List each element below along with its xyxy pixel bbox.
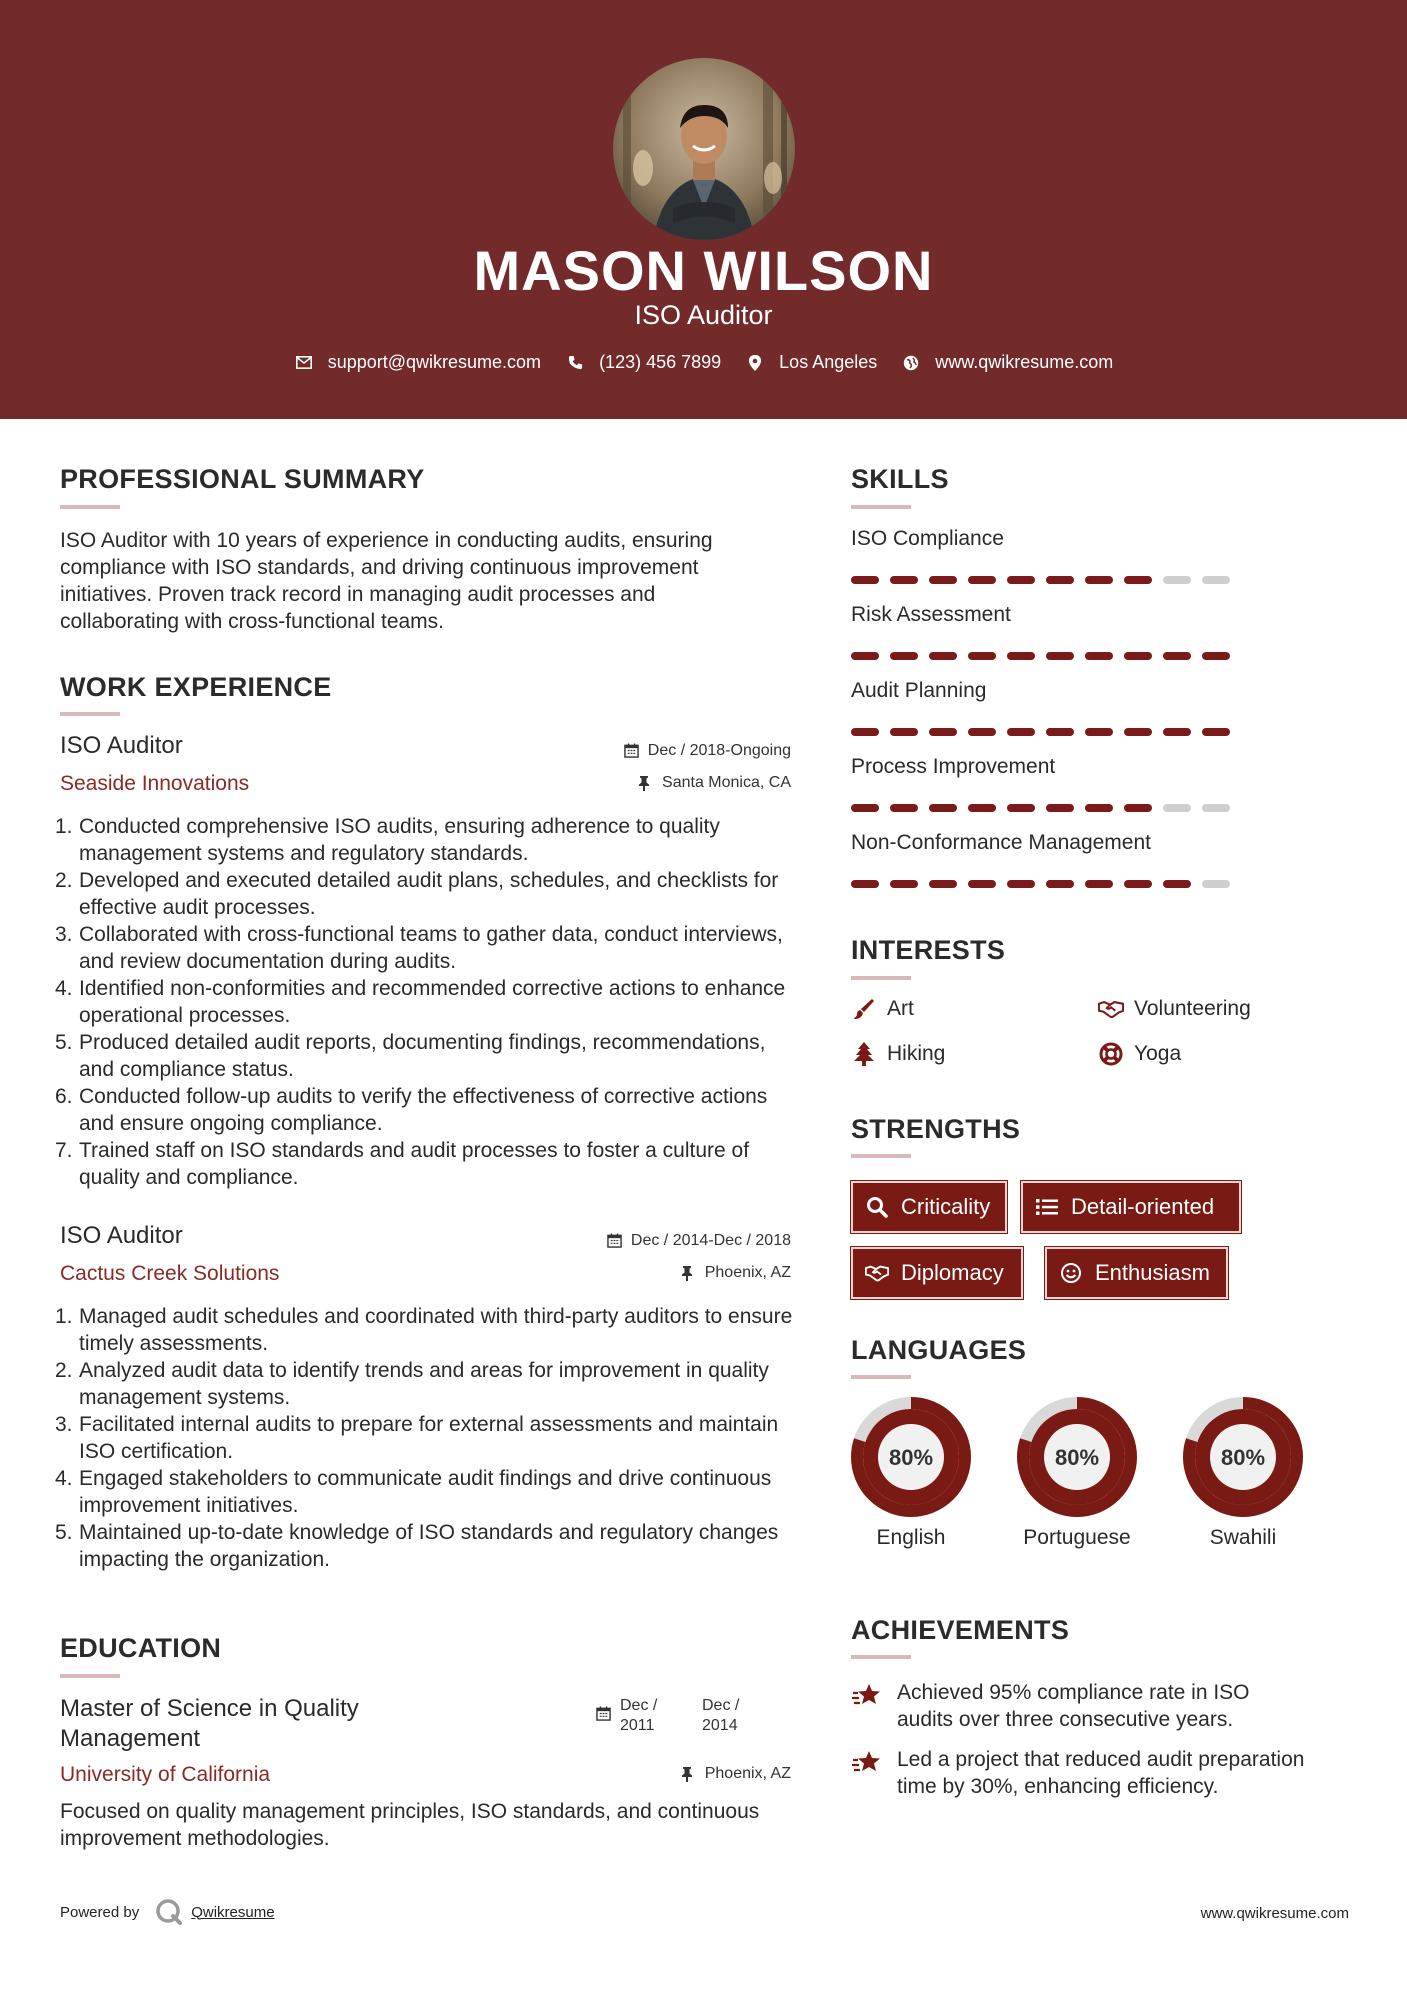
achievement-item — [851, 1746, 1311, 1800]
skill-level-segment — [1085, 804, 1113, 812]
location-text: Los Angeles — [779, 352, 878, 372]
pushpin-icon — [681, 1766, 697, 1782]
skill-level-bar — [851, 804, 1241, 812]
skill-level-segment — [851, 652, 879, 660]
skill-level-segment — [851, 728, 879, 736]
skill-level-segment — [1202, 880, 1230, 888]
list-item-text: Maintained up-to-date knowledge of ISO standards and regulatory changes impacting the organization. — [79, 1521, 779, 1571]
list-item-number: 3. — [55, 1413, 73, 1436]
list-item-text: Identified non-conformities and recommended corrective actions to enhance operational processes. — [79, 977, 786, 1027]
email-text: support@qwikresume.com — [327, 352, 542, 372]
footer-powered — [60, 1898, 275, 1926]
list-item — [55, 1519, 795, 1573]
education-location-text: Phoenix, AZ — [704, 1765, 791, 1782]
skill-level-segment — [929, 576, 957, 584]
list-item-number: 5. — [55, 1521, 73, 1544]
list-item-text: Developed and executed detailed audit plans, schedules, and checklists for effective audit processes. — [79, 869, 779, 919]
list-item — [55, 1357, 795, 1411]
skill-name: Risk Assessment — [851, 603, 1011, 626]
interest-item — [1098, 996, 1251, 1022]
skill-level-segment — [1163, 576, 1191, 584]
skill-level-segment — [929, 728, 957, 736]
skill-level-segment — [1085, 576, 1113, 584]
skill-level-segment — [929, 880, 957, 888]
list-item-text: Facilitated internal audits to prepare for external assessments and maintain ISO certification. — [79, 1413, 779, 1463]
job-location — [500, 1264, 791, 1282]
interests-heading: INTERESTS — [851, 935, 1006, 965]
award-star-icon — [851, 1746, 883, 1778]
contact-location[interactable] — [745, 352, 877, 373]
skill-level-segment — [1202, 652, 1230, 660]
list-item-number: 1. — [55, 1305, 73, 1328]
language-donut — [849, 1395, 973, 1519]
list-item-text: Conducted follow-up audits to verify the effectiveness of corrective actions and ensure ongoing compliance. — [79, 1085, 768, 1135]
education-rule — [60, 1674, 120, 1678]
list-item-number: 2. — [55, 1359, 73, 1382]
job-location-text: Santa Monica, CA — [662, 774, 791, 791]
experience-heading: WORK EXPERIENCE — [60, 672, 332, 702]
skill-level-segment — [890, 728, 918, 736]
handshake-icon — [1098, 996, 1124, 1022]
skill-level-segment — [1124, 804, 1152, 812]
pushpin-icon — [681, 1265, 697, 1281]
strengths-heading: STRENGTHS — [851, 1114, 1021, 1144]
education-start: Dec / 2011 — [620, 1697, 658, 1734]
skill-name: Non-Conformance Management — [851, 831, 1151, 854]
footer-website[interactable]: www.qwikresume.com — [1200, 1905, 1349, 1922]
skill-level-segment — [1163, 652, 1191, 660]
experience-rule — [60, 712, 120, 716]
website-text: www.qwikresume.com — [935, 352, 1114, 372]
language-item — [849, 1395, 973, 1551]
skill-level-segment — [1163, 804, 1191, 812]
contact-phone[interactable] — [565, 352, 721, 373]
contact-bar — [0, 352, 1407, 373]
interest-item — [1098, 1041, 1181, 1067]
brand-link[interactable]: Qwikresume — [191, 1903, 275, 1921]
skill-level-segment — [1202, 576, 1230, 584]
language-percent: 80% — [888, 1445, 934, 1470]
lifebuoy-icon — [1098, 1041, 1124, 1067]
language-name: English — [876, 1526, 946, 1549]
job-company: Seaside Innovations — [60, 772, 250, 795]
skill-level-segment — [1085, 728, 1113, 736]
list-item-number: 4. — [55, 977, 73, 1000]
list-item-number: 1. — [55, 815, 73, 838]
skill-level-segment — [1124, 576, 1152, 584]
skill-level-segment — [968, 728, 996, 736]
skill-level-segment — [1007, 652, 1035, 660]
list-item-number: 2. — [55, 869, 73, 892]
calendar-icon — [596, 1706, 612, 1722]
language-percent: 80% — [1220, 1445, 1266, 1470]
education-heading: EDUCATION — [60, 1633, 222, 1663]
list-item — [55, 813, 790, 867]
resume-header — [0, 0, 1407, 419]
skill-level-segment — [968, 804, 996, 812]
candidate-role: ISO Auditor — [634, 300, 773, 330]
list-item-text: Trained staff on ISO standards and audit processes to foster a culture of quality and compliance. — [79, 1139, 750, 1189]
list-item — [55, 1411, 795, 1465]
list-item-number: 5. — [55, 1031, 73, 1054]
interests-rule — [851, 976, 911, 980]
job-dates — [500, 742, 791, 760]
list-item-number: 4. — [55, 1467, 73, 1490]
degree-title: Master of Science in Quality Management — [60, 1695, 359, 1752]
skill-level-segment — [1163, 880, 1191, 888]
skill-level-segment — [1007, 728, 1035, 736]
pushpin-icon — [638, 775, 654, 791]
list-item-number: 7. — [55, 1139, 73, 1162]
strength-label: Enthusiasm — [1095, 1260, 1210, 1285]
skill-level-segment — [851, 804, 879, 812]
job-title: ISO Auditor — [60, 1222, 183, 1249]
language-name: Portuguese — [1023, 1526, 1131, 1549]
skill-level-segment — [851, 880, 879, 888]
list-item-number: 6. — [55, 1085, 73, 1108]
list-item — [55, 975, 790, 1029]
job-location — [500, 774, 791, 792]
skill-level-segment — [851, 576, 879, 584]
strength-badge — [1021, 1181, 1241, 1233]
strength-badge — [851, 1181, 1007, 1233]
list-item-number: 3. — [55, 923, 73, 946]
map-pin-icon — [745, 353, 765, 373]
candidate-name: MASON WILSON — [473, 239, 934, 302]
skill-level-segment — [968, 880, 996, 888]
strength-badge — [1045, 1247, 1228, 1299]
interest-label: Yoga — [1134, 1042, 1182, 1065]
language-item — [1015, 1395, 1139, 1551]
list-item — [55, 1137, 790, 1191]
skill-name: Process Improvement — [851, 755, 1056, 778]
skill-level-segment — [890, 576, 918, 584]
tree-icon — [851, 1041, 877, 1067]
job-title: ISO Auditor — [60, 732, 183, 759]
handshake-icon — [865, 1261, 889, 1285]
interest-label: Hiking — [887, 1042, 946, 1065]
skill-level-bar — [851, 728, 1241, 736]
list-item-text: Conducted comprehensive ISO audits, ensuring adherence to quality management systems and regulatory standards. — [79, 815, 720, 865]
achievements-heading: ACHIEVEMENTS — [851, 1615, 1070, 1645]
skill-level-bar — [851, 652, 1241, 660]
paintbrush-icon — [851, 996, 877, 1022]
skill-level-segment — [1046, 728, 1074, 736]
skill-level-segment — [929, 804, 957, 812]
skill-level-segment — [1202, 728, 1230, 736]
skill-level-segment — [1046, 652, 1074, 660]
education-dates — [596, 1696, 762, 1736]
interest-label: Volunteering — [1134, 997, 1251, 1020]
job-duties-list — [55, 1303, 795, 1573]
list-icon — [1035, 1195, 1059, 1219]
job-dates — [500, 1232, 791, 1250]
list-item-text: Managed audit schedules and coordinated with third-party auditors to ensure timely assessments. — [79, 1305, 793, 1355]
contact-website[interactable] — [901, 352, 1113, 373]
skill-level-segment — [1085, 880, 1113, 888]
skill-name: Audit Planning — [851, 679, 987, 702]
skill-level-segment — [1085, 652, 1113, 660]
skill-level-segment — [1046, 804, 1074, 812]
skill-level-segment — [1202, 804, 1230, 812]
profile-photo — [613, 58, 795, 240]
language-donut — [1181, 1395, 1305, 1519]
skill-level-bar — [851, 880, 1241, 888]
skill-level-segment — [968, 576, 996, 584]
skill-level-segment — [1046, 576, 1074, 584]
achievement-item — [851, 1679, 1311, 1733]
list-item — [55, 1465, 795, 1519]
skill-level-segment — [1124, 880, 1152, 888]
job-duties-list — [55, 813, 790, 1191]
skill-level-segment — [1124, 652, 1152, 660]
interest-label: Art — [887, 997, 914, 1020]
interest-item — [851, 996, 914, 1022]
skill-level-segment — [1046, 880, 1074, 888]
strength-label: Detail-oriented — [1071, 1194, 1215, 1219]
skill-name: ISO Compliance — [851, 527, 1004, 550]
skill-level-segment — [890, 652, 918, 660]
skill-level-segment — [1124, 728, 1152, 736]
list-item-text: Collaborated with cross-functional teams to gather data, conduct interviews, and review documentation during audits. — [79, 923, 783, 973]
phone-icon — [565, 353, 585, 373]
languages-rule — [851, 1375, 911, 1379]
list-item — [55, 1029, 790, 1083]
contact-email[interactable] — [294, 352, 541, 373]
language-donut — [1015, 1395, 1139, 1519]
list-item — [55, 1083, 790, 1137]
language-item — [1181, 1395, 1305, 1551]
envelope-icon — [294, 353, 314, 373]
summary-text: ISO Auditor with 10 years of experience in conducting audits, ensuring compliance with ISO standards, and driving continuous improvement initiatives. Proven track record in managing audit processes and collaborating with cross-functional teams. — [60, 529, 713, 633]
interest-item — [851, 1041, 945, 1067]
education-school: University of California — [60, 1763, 271, 1786]
education-text: Focused on quality management principles, ISO standards, and continuous improvement methodologies. — [60, 1800, 760, 1850]
search-icon — [865, 1195, 889, 1219]
job-location-text: Phoenix, AZ — [704, 1264, 791, 1281]
skill-level-segment — [890, 804, 918, 812]
skill-level-bar — [851, 576, 1241, 584]
strength-badge — [851, 1247, 1023, 1299]
summary-rule — [60, 505, 120, 509]
skill-level-segment — [890, 880, 918, 888]
globe-icon — [901, 353, 921, 373]
summary-heading: PROFESSIONAL SUMMARY — [60, 464, 425, 494]
list-item — [55, 1303, 795, 1357]
achievement-text: Achieved 95% compliance rate in ISO audits over three consecutive years. — [897, 1681, 1250, 1731]
achievements-rule — [851, 1655, 911, 1659]
education-location — [500, 1765, 791, 1783]
skill-level-segment — [929, 652, 957, 660]
calendar-icon — [607, 1233, 623, 1249]
achievement-text: Led a project that reduced audit preparation time by 30%, enhancing efficiency. — [897, 1748, 1305, 1798]
skill-level-segment — [1007, 880, 1035, 888]
list-item-text: Engaged stakeholders to communicate audit findings and drive continuous improvement initiatives. — [79, 1467, 772, 1517]
strength-label: Criticality — [901, 1194, 991, 1219]
award-star-icon — [851, 1679, 883, 1711]
calendar-icon — [624, 743, 640, 759]
language-percent: 80% — [1054, 1445, 1100, 1470]
list-item — [55, 921, 790, 975]
skills-heading: SKILLS — [851, 464, 949, 494]
skill-level-segment — [1163, 728, 1191, 736]
qwikresume-logo-icon — [155, 1898, 183, 1926]
skill-level-segment — [968, 652, 996, 660]
powered-by-text: Powered by — [60, 1903, 140, 1921]
list-item — [55, 867, 790, 921]
strengths-rule — [851, 1154, 911, 1158]
job-company: Cactus Creek Solutions — [60, 1262, 280, 1285]
smile-icon — [1059, 1261, 1083, 1285]
languages-heading: LANGUAGES — [851, 1335, 1027, 1365]
skill-level-segment — [1007, 804, 1035, 812]
phone-text: (123) 456 7899 — [599, 352, 722, 372]
skill-level-segment — [1007, 576, 1035, 584]
job-dates-text: Dec / 2018-Ongoing — [647, 742, 791, 759]
job-dates-text: Dec / 2014-Dec / 2018 — [630, 1232, 791, 1249]
education-end: Dec / 2014 — [702, 1697, 740, 1734]
skills-rule — [851, 505, 911, 509]
list-item-text: Analyzed audit data to identify trends and areas for improvement in quality management systems. — [79, 1359, 769, 1409]
strength-label: Diplomacy — [901, 1260, 1004, 1285]
language-name: Swahili — [1209, 1526, 1277, 1549]
list-item-text: Produced detailed audit reports, documenting findings, recommendations, and compliance status. — [79, 1031, 766, 1081]
